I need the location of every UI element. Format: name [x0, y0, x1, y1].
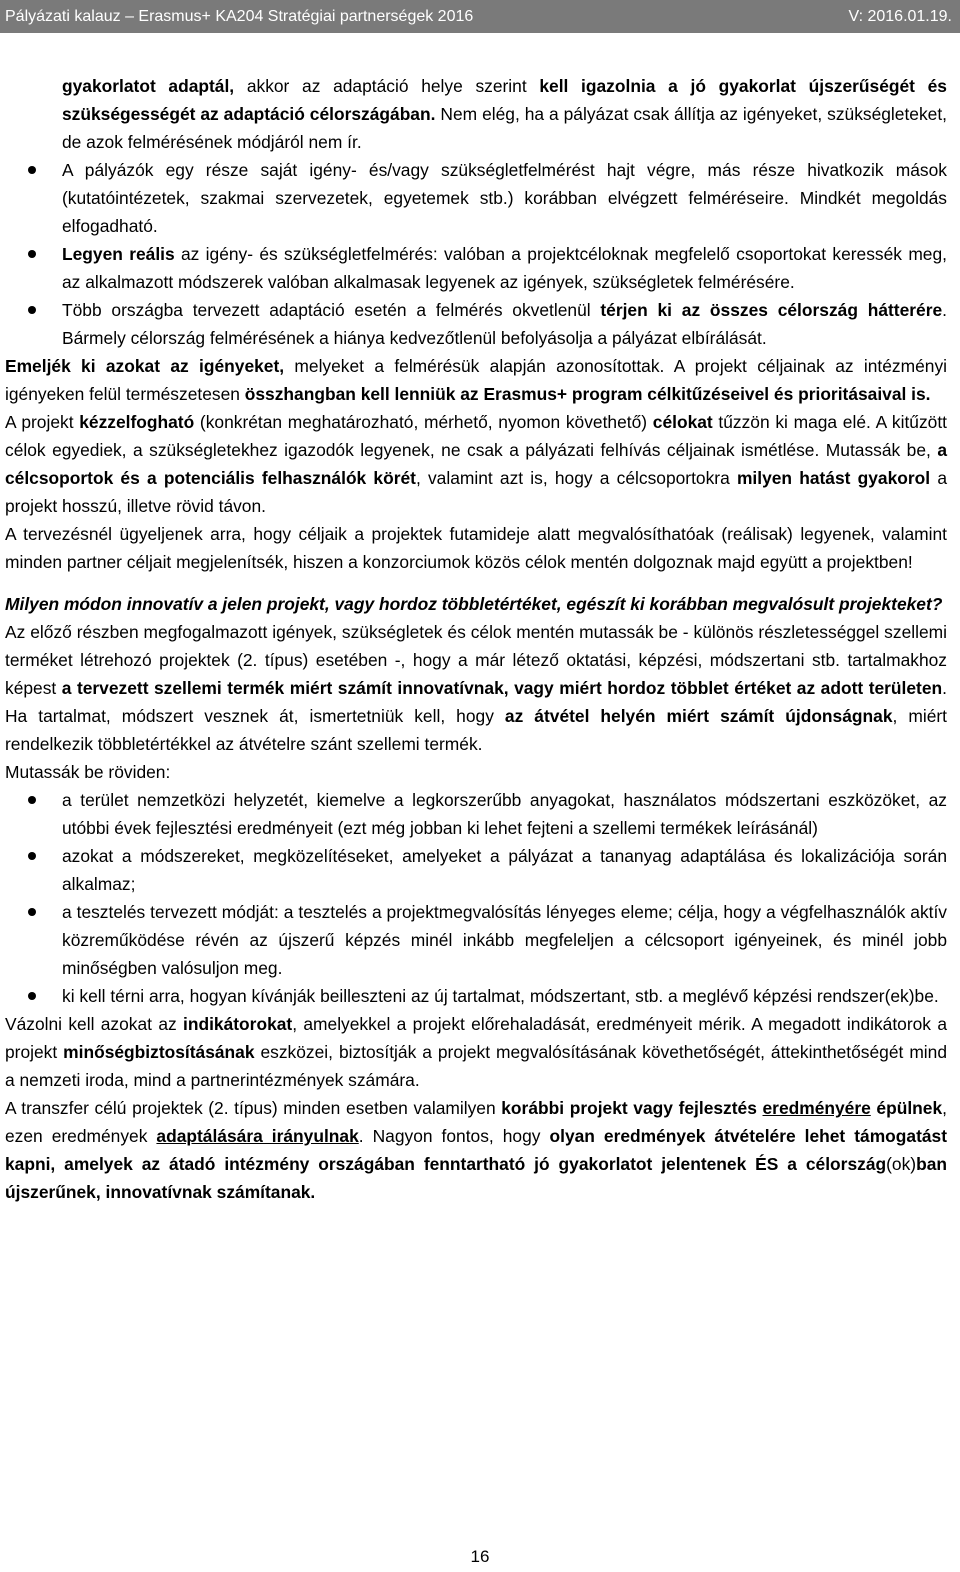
paragraph-needs: [5, 352, 947, 408]
page-number: 16: [470, 1547, 490, 1566]
text-run: az átvétel helyén miért számít újdonságnak: [504, 706, 893, 726]
header-title: Pályázati kalauz – Erasmus+ KA204 Stratégiai partnerségek 2016: [5, 8, 474, 25]
text-run: tűzzön ki maga elé. A kitűzött célok egyediek, a szükségletekhez igazodók legyenek, ne csak a pályázati felhívás céljainak ismétlése. Mutassák be,: [5, 412, 947, 460]
bullet-icon: [28, 908, 36, 916]
text-run: , valamint azt is, hogy a célcsoportokra: [415, 468, 737, 488]
text-run: . Nagyon fontos, hogy: [358, 1126, 550, 1146]
text-run: olyan eredmények átvételére lehet támogatást kapni, amelyek az átadó intézmény országában fenntartható jó gyakorlatot jelentenek ÉS a célország: [5, 1126, 947, 1174]
paragraph-goals: [5, 408, 947, 520]
text-run: eszközei, biztosítják a projekt megvalósításának követhetőségét, áttekinthetőségét mind a nemzeti iroda, mind a partnerintézmények számára.: [5, 1042, 948, 1090]
text-run: Legyen reális: [62, 244, 175, 264]
text-run: a tervezett szellemi termék miért számít innovatívnak, vagy miért hordoz többlet értéket az adott területen: [61, 678, 943, 698]
text-run: a terület nemzetközi helyzetét, kiemelve a legkorszerűbb anyagokat, használatos módszertani eszközöket, az utóbbi évek fejlesztési eredményeit (ezt még jobban ki lehet fejteni a szellemi termékek leírásánál): [62, 790, 947, 838]
text-run: eredményére: [762, 1098, 871, 1118]
text-run: minőségbiztosításának: [63, 1042, 255, 1062]
text-run: A tervezésnél ügyeljenek arra, hogy céljaik a projektek futamideje alatt megvalósíthatóak (reálisak) legyenek, valamint minden partner céljait megjelenítsék, hiszen a konzorciumok közös célok mentén dolgoznak majd együtt a projektben!: [5, 524, 947, 572]
list-item-text: [62, 982, 947, 1010]
bullet-icon: [28, 852, 36, 860]
text-run: akkor az adaptáció helye szerint: [234, 76, 540, 96]
bullet-icon: [28, 992, 36, 1000]
text-run: kell igazolnia a jó gyakorlat újszerűségét és szükségességét az adaptáció célországában.: [62, 76, 947, 124]
text-run: ban újszerűnek, innovatívnak számítanak.: [5, 1154, 947, 1202]
text-run: összhangban kell lenniük az Erasmus+ program célkitűzéseivel és prioritásaival is.: [244, 384, 931, 404]
list-item-text: [62, 296, 947, 352]
text-run: célokat: [652, 412, 713, 432]
bullet-icon: [28, 796, 36, 804]
text-run: ki kell térni arra, hogyan kívánják beilleszteni az új tartalmat, módszertant, stb. a meglévő képzési rendszer(ek)be.: [62, 986, 939, 1006]
text-run: Nem elég, ha a pályázat csak állítja az igényeket, szükségleteket, de azok felmérésének módjáról nem ír.: [62, 104, 948, 152]
list-item: [5, 842, 947, 898]
list-item: [5, 296, 947, 352]
text-run: Vázolni kell azokat az: [5, 1014, 184, 1034]
text-run: térjen ki az összes célország hátterére: [600, 300, 943, 320]
text-run: (konkrétan meghatározható, mérhető, nyomon követhető): [194, 412, 653, 432]
text-run: azokat a módszereket, megközelítéseket, amelyeket a pályázat a tananyag adaptálása és lokalizációja során alkalmaz;: [62, 846, 947, 894]
text-run: A pályázók egy része saját igény- és/vagy szükségletfelmérést hajt végre, más része hivatkozik mások (kutatóintézetek, szakmai szervezetek, egyetemek stb.) korábban elvégzett felméréseire. Mindkét megoldás elfogadható.: [62, 160, 947, 236]
text-run: adaptálására irányulnak: [156, 1126, 359, 1146]
list-item-text: [62, 240, 947, 296]
text-run: korábbi projekt vagy fejlesztés: [501, 1098, 763, 1118]
list-item-text: [62, 898, 947, 982]
text-run: milyen hatást gyakorol: [736, 468, 931, 488]
bullet-icon: [28, 166, 36, 174]
text-run: gyakorlatot adaptál,: [62, 76, 235, 96]
text-run: épülnek: [870, 1098, 943, 1118]
spacer: [5, 576, 947, 590]
list-item: [5, 240, 947, 296]
bullet-list-present: [5, 786, 947, 1010]
bullet-icon: [28, 306, 36, 314]
text-run: Több országba tervezett adaptáció esetén a felmérés okvetlenül: [62, 300, 601, 320]
paragraph-indicators: [5, 1010, 947, 1094]
text-run: a célcsoportok és a potenciális felhasználók körét: [5, 440, 947, 488]
text-run: , ezen eredmények: [5, 1098, 947, 1146]
list-item-text: [62, 786, 947, 842]
text-run: melyeket a felmérésük alapján azonosítottak. A projekt céljainak az intézményi igényeken felül természetesen: [5, 356, 948, 404]
paragraph-innovation: [5, 618, 947, 758]
text-run: (ok): [886, 1154, 917, 1174]
text-run: A transzfer célú projektek (2. típus) minden esetben valamilyen: [5, 1098, 502, 1118]
list-item: [5, 156, 947, 240]
text-run: A projekt: [5, 412, 80, 432]
text-run: az igény- és szükségletfelmérés: valóban a projektcéloknak megfelelő csoportokat keressék meg, az alkalmazott módszerek valóban alkalmasak legyenek az igények, szükségletek felmérésére.: [62, 244, 947, 292]
list-item-text: [62, 156, 947, 240]
header-version: V: 2016.01.19.: [848, 8, 952, 25]
text-run: Milyen módon innovatív a jelen projekt, vagy hordoz többletértéket, egészít ki korábban megvalósult projekteket?: [5, 594, 943, 614]
text-run: Emeljék ki azokat az igényeket,: [5, 356, 285, 376]
list-item-text: [62, 842, 947, 898]
bullet-icon: [28, 250, 36, 258]
bullet-list-assessment: [5, 156, 947, 352]
text-run: indikátorokat: [183, 1014, 293, 1034]
paragraph-intro: [5, 72, 947, 156]
text-run: kézzelfogható: [79, 412, 195, 432]
paragraph-planning: [5, 520, 947, 576]
list-item: [5, 982, 947, 1010]
text-run: Az előző részben megfogalmazott igények, szükségletek és célok mentén mutassák be - különös részletességgel szellemi terméket létrehozó projektek (2. típus) esetében -, hogy a már létező oktatási, képzési, módszertani stb. tartalmakhoz képest: [5, 622, 947, 698]
section-heading: [5, 590, 947, 618]
list-item: [5, 786, 947, 842]
running-header: [0, 0, 960, 33]
paragraph-transfer: [5, 1094, 947, 1206]
text-run: a tesztelés tervezett módját: a tesztelés a projektmegvalósítás lényeges eleme; célja, hogy a végfelhasználók aktív közreműködése révén az újszerű képzés minél inkább megfeleljen a célcsoport igényeinek, és minél jobb minőségben valósuljon meg.: [62, 902, 947, 978]
text-run: , miért rendelkezik többletértékkel az átvételre szánt szellemi termék.: [5, 706, 947, 754]
paragraph-present-briefly: [5, 758, 947, 786]
text-run: Mutassák be röviden:: [5, 762, 171, 782]
document-body: [5, 72, 947, 1206]
text-run: . Ha tartalmat, módszert vesznek át, ismertetniük kell, hogy: [5, 678, 947, 726]
list-item: [5, 898, 947, 982]
text-run: . Bármely célország felmérésének a hiánya kedvezőtlenül befolyásolja a pályázat elbírálását.: [62, 300, 947, 348]
text-run: , amelyekkel a projekt előrehaladását, eredményeit mérik. A megadott indikátorok a projekt: [5, 1014, 947, 1062]
text-run: a projekt hosszú, illetve rövid távon.: [5, 468, 947, 516]
